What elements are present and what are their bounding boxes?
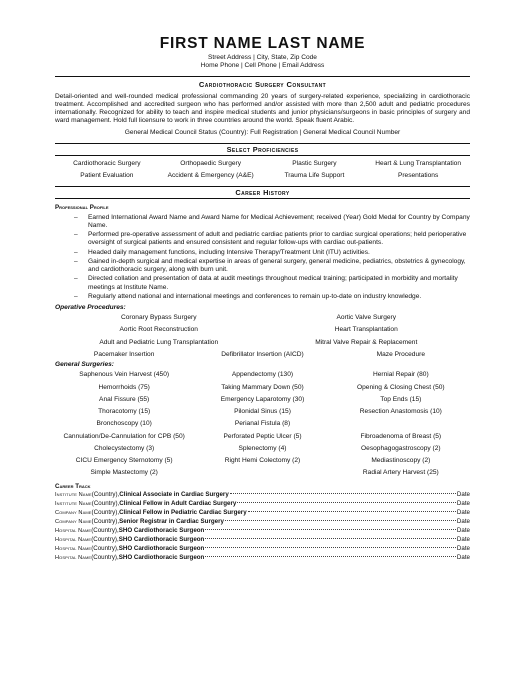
list-item: Cholecystectomy (3) <box>94 444 155 452</box>
date: Date <box>456 500 470 508</box>
list-item: Defibrillator Insertion (AICD) <box>221 350 304 358</box>
institution: Company Name <box>55 510 92 517</box>
role: Senior Registrar in Cardiac Surgery <box>119 518 224 526</box>
proficiency-item: Heart & Lung Transplantation <box>375 160 462 168</box>
list-item: Adult and Pediatric Lung Transplantation <box>99 338 219 346</box>
list-item: Thoracotomy (15) <box>98 408 151 416</box>
leader-dots <box>205 529 456 530</box>
date: Date <box>456 518 470 526</box>
operative-procedures-row <box>55 351 470 359</box>
list-item: – Performed pre-operative assessment of adult and pediatric cardiac patients prior to cardiac surgical operations; held perioperative oversight of surgical patients and ensured consistent and regular follow-ups with cardiac out-patients. <box>55 231 470 247</box>
leader-dots <box>205 538 456 539</box>
list-item: Bronchoscopy (10) <box>96 420 152 428</box>
date: Date <box>456 491 470 499</box>
career-track-heading: Career Track <box>55 482 91 490</box>
list-item: Cannulation/De-Cannulation for CPB (50) <box>63 432 185 440</box>
phone-email-line: Home Phone | Cell Phone | Email Address <box>200 62 325 70</box>
list-item: Right Hemi Colectomy (2) <box>224 457 301 465</box>
proficiency-item: Accident & Emergency (A&E) <box>167 172 254 180</box>
list-item <box>332 420 470 428</box>
list-item: Coronary Bypass Surgery <box>121 314 197 322</box>
list-item: Radial Artery Harvest (25) <box>362 469 439 477</box>
list-item: Pacemaker Insertion <box>93 350 155 358</box>
proficiencies-heading: Select Proficiencies <box>55 143 470 156</box>
list-item: Oesophagogastroscopy (2) <box>361 444 441 452</box>
role: SHO Cardiothoracic Surgeon <box>118 527 205 535</box>
role: Clinical Fellow in Adult Cardiac Surgery <box>119 500 237 508</box>
institution: Hospital Name <box>55 537 92 544</box>
leader-dots <box>248 511 456 512</box>
country: (Country), <box>91 554 119 562</box>
professional-profile-heading: Professional Profile <box>55 203 109 211</box>
list-item: Top Ends (15) <box>380 395 422 403</box>
list-item: Mediastinoscopy (2) <box>371 457 431 465</box>
list-item: Anal Fissure (55) <box>99 395 150 403</box>
leader-dots <box>237 502 456 503</box>
institution: Hospital Name <box>55 546 92 553</box>
list-item: Appendectomy (130) <box>231 371 294 379</box>
list-item <box>55 554 470 562</box>
proficiencies-grid <box>55 160 470 180</box>
institution: Company Name <box>55 519 92 526</box>
list-item <box>55 518 470 526</box>
leader-dots <box>205 547 456 548</box>
list-item <box>55 545 470 553</box>
list-item <box>55 527 470 535</box>
date: Date <box>456 554 470 562</box>
country: (Country), <box>91 518 120 526</box>
list-item: Taking Mammary Down (50) <box>221 383 304 391</box>
date: Date <box>456 536 470 544</box>
role: Clinical Associate in Cardiac Surgery <box>119 491 229 499</box>
list-item: Aortic Root Reconstruction <box>119 326 198 334</box>
institution: Institute Name <box>55 501 92 508</box>
list-item: Aortic Valve Surgery <box>336 314 397 322</box>
list-item: Opening & Closing Chest (50) <box>357 383 445 391</box>
country: (Country), <box>91 509 120 517</box>
list-item: Perforated Peptic Ulcer (5) <box>223 432 302 440</box>
proficiency-item: Trauma Life Support <box>284 172 345 180</box>
date: Date <box>456 545 470 553</box>
resume-title: Cardiothoracic Surgery Consultant <box>55 76 470 89</box>
general-surgeries-grid <box>55 371 470 477</box>
list-item: Mitral Valve Repair & Replacement <box>315 338 418 346</box>
country: (Country), <box>91 491 120 499</box>
list-item: Heart Transplantation <box>334 326 398 334</box>
list-item <box>55 536 470 544</box>
registration-status: General Medical Council Status (Country): Full Registration | General Medical Council Number <box>124 128 401 136</box>
operative-procedures-grid <box>55 314 470 347</box>
list-item: – Headed daily management functions, including Intensive Therapy/Treatment Unit (ITU) activities. <box>55 249 470 257</box>
list-item: Fibroadenoma of Breast (5) <box>360 432 442 440</box>
list-item: Pilonidal Sinus (15) <box>234 408 291 416</box>
list-item: – Earned International Award Name and Award Name for Medical Achievement; received (Year) Gold Medal for Country by Company Name. <box>55 214 470 230</box>
address-line: Street Address | City, State, Zip Code <box>208 53 317 61</box>
proficiency-item: Presentations <box>397 172 439 180</box>
list-item: Maze Procedure <box>376 350 426 358</box>
list-item <box>55 509 470 517</box>
list-item: Saphenous Vein Harvest (450) <box>79 371 170 379</box>
list-item: – Regularly attend national and international meetings and conferences to remain up-to-date on industry knowledge. <box>55 293 470 301</box>
career-track-list <box>55 491 470 562</box>
list-item: Splenectomy (4) <box>238 444 287 452</box>
date: Date <box>456 509 470 517</box>
proficiency-item: Orthopaedic Surgery <box>180 160 242 168</box>
role: SHO Cardiothoracic Surgeon <box>118 554 205 562</box>
list-item: Perianal Fistula (8) <box>234 420 291 428</box>
list-item: – Gained in-depth surgical and medical expertise in areas of general surgery, general medicine, pediatrics, obstetrics & gynecology, and cardiothoracic surgery, along with burn unit. <box>55 258 470 274</box>
list-item: CICU Emergency Sternotomy (5) <box>75 457 173 465</box>
resume-page <box>55 36 470 562</box>
operative-procedures-heading: Operative Procedures: <box>55 304 126 311</box>
career-history-heading: Career History <box>55 186 470 199</box>
candidate-name: FIRST NAME LAST NAME <box>159 35 366 52</box>
list-item <box>55 491 470 499</box>
summary-paragraph: Detail-oriented and well-rounded medical professional commanding 20 years of surgery-related experience, specializing in cardiothoracic treatment. Accomplished and accredited surgeon who has performed and/or assisted with more than 2,500 adult and pediatric procedures internationally. Recognized for ability to teach and inspire medical students and junior physicians/surgeons in basic principles of surgery and ward management. Hold full licensure to work in three countries around the world. Speak fluent Arabic. <box>55 92 470 125</box>
institution: Hospital Name <box>55 528 92 535</box>
proficiency-item: Plastic Surgery <box>292 160 337 168</box>
list-item: Resection Anastomosis (10) <box>359 408 442 416</box>
date: Date <box>456 527 470 535</box>
leader-dots <box>205 556 456 557</box>
role: SHO Cardiothoracic Surgeon <box>118 536 205 544</box>
profile-bullets <box>55 214 470 301</box>
country: (Country), <box>91 536 119 544</box>
proficiency-item: Patient Evaluation <box>80 172 134 180</box>
country: (Country), <box>91 545 119 553</box>
list-item: Simple Mastectomy (2) <box>90 469 158 477</box>
institution: Institute Name <box>55 492 92 499</box>
leader-dots <box>230 493 456 494</box>
country: (Country), <box>91 500 120 508</box>
leader-dots <box>225 520 456 521</box>
list-item: Hernial Repair (80) <box>372 371 429 379</box>
role: SHO Cardiothoracic Surgeon <box>118 545 205 553</box>
proficiency-item: Cardiothoracic Surgery <box>73 160 141 168</box>
list-item: – Directed collation and presentation of data at audit meetings throughout medical training; participated in morbidity and mortality meetings at Institute Name. <box>55 275 470 291</box>
list-item: Emergency Laparotomy (30) <box>220 395 305 403</box>
list-item <box>193 469 331 477</box>
role: Clinical Fellow in Pediatric Cardiac Surgery <box>119 509 247 517</box>
institution: Hospital Name <box>55 555 92 562</box>
contact-block <box>55 54 470 72</box>
general-surgeries-heading: General Surgeries: <box>55 361 115 369</box>
list-item: Hemorrhoids (75) <box>98 383 150 391</box>
country: (Country), <box>91 527 119 535</box>
list-item <box>55 500 470 508</box>
